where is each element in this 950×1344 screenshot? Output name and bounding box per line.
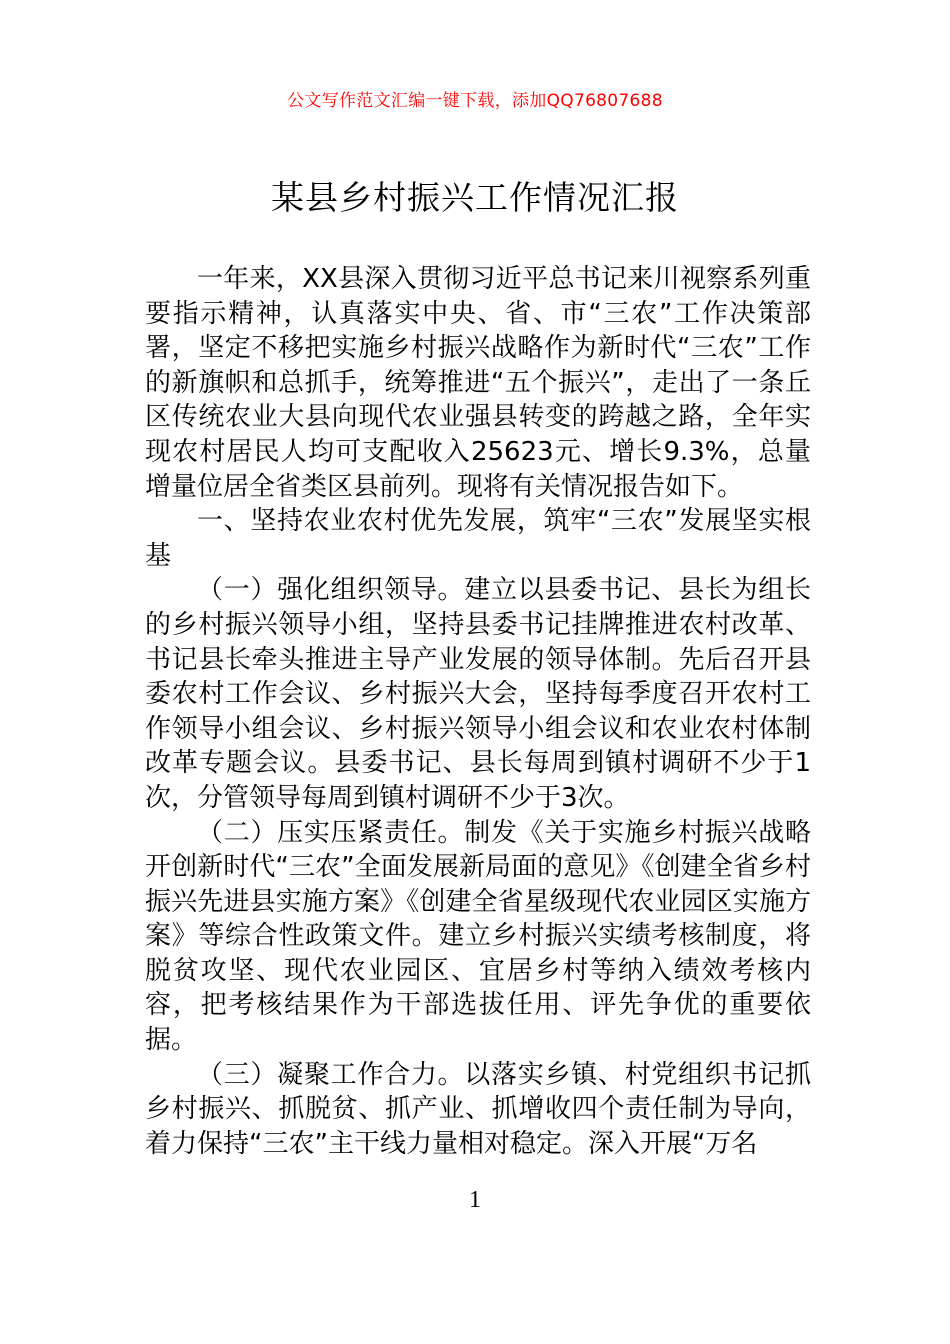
intro-paragraph: 一年来，XX县深入贯彻习近平总书记来川视察系列重要指示精神，认真落实中央、省、市“三农”工作决策部署，坚定不移把实施乡村振兴战略作为新时代“三农”工作的新旗帜和总抓手，统筹推进“五个振兴”，走出了一条丘区传统农业大县向现代农业强县转变的跨越之路，全年实现农村居民人均可支配收入25623元、增长9.3%，总量增量位居全省类区县前列。现将有关情况报告如下。 — [145, 264, 811, 502]
document-body — [145, 262, 811, 1161]
subsection-paragraph-1: （一）强化组织领导。建立以县委书记、县长为组长的乡村振兴领导小组，坚持县委书记挂牌推进农村改革、书记县长牵头推进主导产业发展的领导体制。先后召开县委农村工作会议、乡村振兴大会，坚持每季度召开农村工作领导小组会议、乡村振兴领导小组会议和农业农村体制改革专题会议。县委书记、县长每周到镇村调研不少于1次，分管领导每周到镇村调研不少于3次。 — [145, 575, 811, 813]
subsection-paragraph-2: （二）压实压紧责任。制发《关于实施乡村振兴战略开创新时代“三农”全面发展新局面的意见》《创建全省乡村振兴先进县实施方案》《创建全省星级现代农业园区实施方案》等综合性政策文件。建立乡村振兴实绩考核制度，将脱贫攻坚、现代农业园区、宜居乡村等纳入绩效考核内容，把考核结果作为干部选拔任用、评先争优的重要依据。 — [145, 817, 811, 1056]
section-heading-1: 一、坚持农业农村优先发展，筑牢“三农”发展坚实根基 — [145, 506, 811, 571]
page-number: 1 — [469, 1187, 481, 1213]
header-download-note: 公文写作范文汇编一键下载，添加QQ76807688 — [287, 91, 663, 111]
document-title: 某县乡村振兴工作情况汇报 — [271, 178, 679, 217]
subsection-paragraph-3: （三）凝聚工作合力。以落实乡镇、村党组织书记抓乡村振兴、抓脱贫、抓产业、抓增收四个责任制为导向，着力保持“三农”主干线力量相对稳定。深入开展“万名 — [145, 1059, 811, 1159]
